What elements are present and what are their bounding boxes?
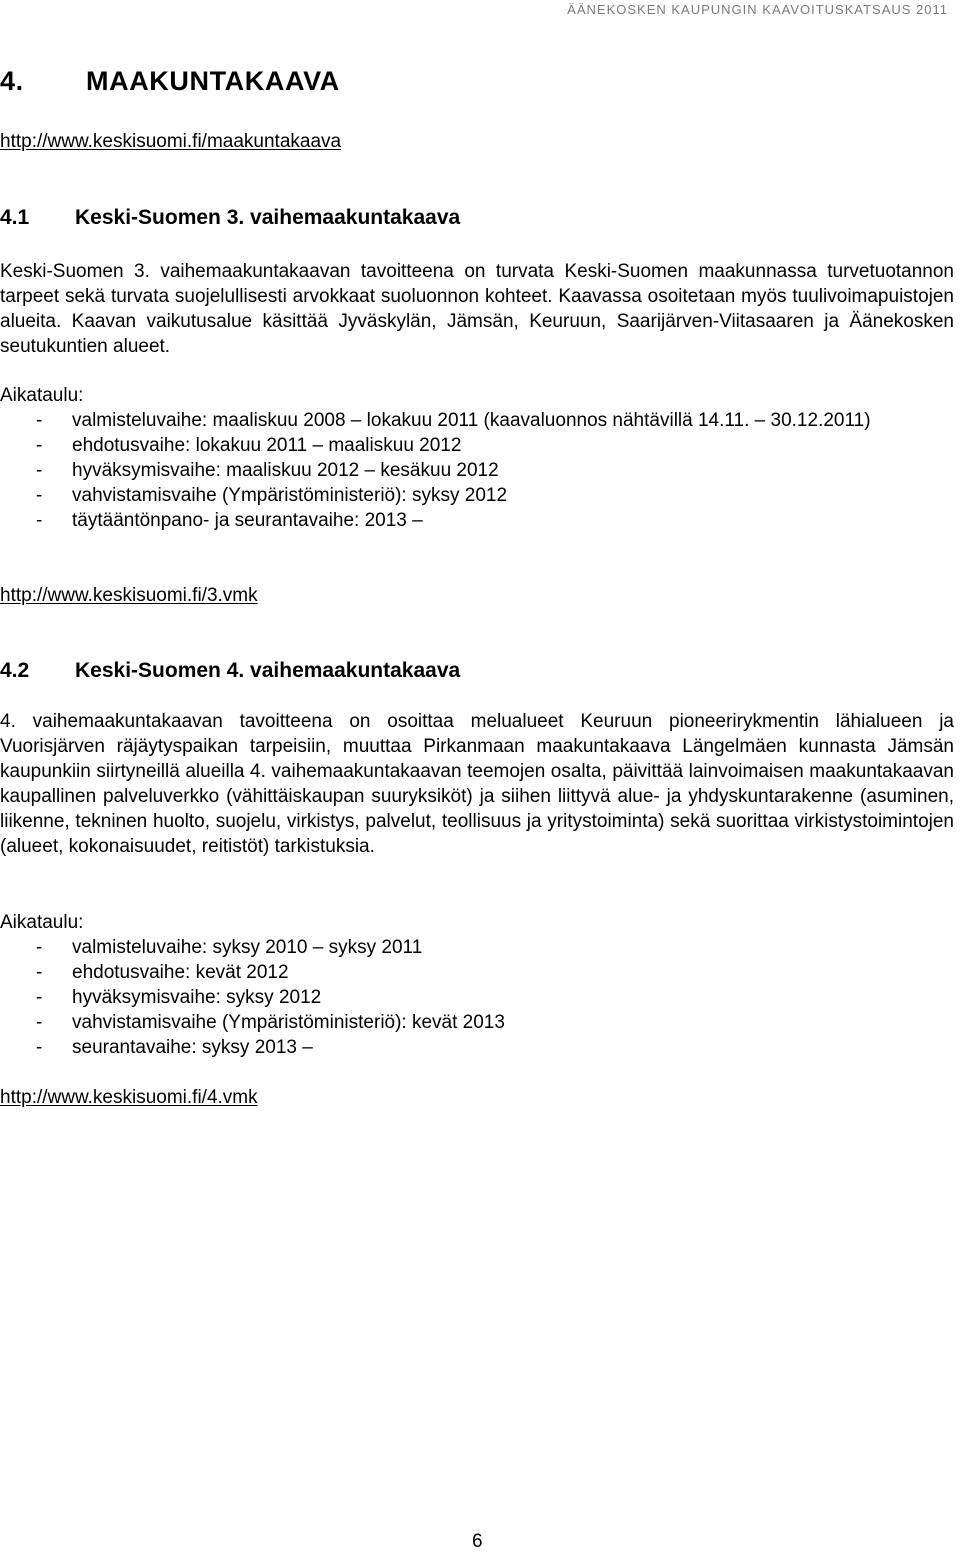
- section-4-1-heading: [0, 206, 460, 230]
- schedule-item: - hyväksymisvaihe: syksy 2012: [0, 985, 954, 1010]
- maakuntakaava-link[interactable]: http://www.keskisuomi.fi/maakuntakaava: [0, 131, 342, 152]
- section-4-1-schedule-list: [0, 408, 954, 533]
- schedule-item: - täytääntönpano- ja seurantavaihe: 2013 –: [0, 508, 954, 533]
- schedule-item: - valmisteluvaihe: syksy 2010 – syksy 2011: [0, 935, 954, 960]
- chapter-heading: [0, 66, 340, 97]
- section-4-2-schedule-list: [0, 935, 954, 1060]
- schedule-item: - valmisteluvaihe: maaliskuu 2008 – lokakuu 2011 (kaavaluonnos nähtävillä 14.11. – 30.12.2011): [0, 408, 954, 433]
- 3-vmk-link[interactable]: http://www.keskisuomi.fi/3.vmk: [0, 585, 258, 606]
- section-4-2-paragraph: 4. vaihemaakuntakaavan tavoitteena on osoittaa melualueet Keuruun pioneerirykmentin lähialueen ja Vuorisjärven räjäytyspaikan tarpeisiin, muuttaa Pirkanmaan maakuntakaava Längelmäen kunnasta Jämsän kaupunkiin siirtyneillä alueilla 4. vaihemaakuntakaavan teemojen osalta, päivittää lainvoimaisen maakuntakaavan kaupallinen palveluverkko (vähittäiskaupan suuryksiköt) ja siihen liittyvä alue- ja yhdyskuntarakenne (asuminen, liikenne, tekninen huolto, suojelu, virkistys, palvelut, teollisuus ja yritystoiminta) sekä suorittaa virkistystoimintojen (alueet, kokonaisuudet, reitistöt) tarkistuksia.: [0, 711, 954, 857]
- schedule-item: - ehdotusvaihe: kevät 2012: [0, 960, 954, 985]
- section-4-2-title: Keski-Suomen 4. vaihemaakuntakaava: [75, 659, 461, 682]
- section-4-1-number: 4.1: [0, 206, 30, 229]
- section-4-2-schedule-label: Aikataulu:: [0, 912, 84, 933]
- schedule-item: - vahvistamisvaihe (Ympäristöministeriö): syksy 2012: [0, 483, 954, 508]
- schedule-item: - vahvistamisvaihe (Ympäristöministeriö): kevät 2013: [0, 1010, 954, 1035]
- chapter-number: 4.: [0, 66, 24, 96]
- chapter-title: MAAKUNTAKAAVA: [86, 66, 340, 96]
- schedule-item: - ehdotusvaihe: lokakuu 2011 – maaliskuu 2012: [0, 433, 954, 458]
- section-4-1-schedule-label: Aikataulu:: [0, 385, 84, 406]
- section-4-1-title: Keski-Suomen 3. vaihemaakuntakaava: [75, 206, 461, 229]
- 4-vmk-link[interactable]: http://www.keskisuomi.fi/4.vmk: [0, 1087, 258, 1108]
- section-4-2-number: 4.2: [0, 659, 30, 682]
- schedule-item: - hyväksymisvaihe: maaliskuu 2012 – kesäkuu 2012: [0, 458, 954, 483]
- page-number: 6: [472, 1531, 483, 1552]
- section-4-2-heading: [0, 659, 460, 683]
- schedule-item: - seurantavaihe: syksy 2013 –: [0, 1035, 954, 1060]
- running-header: ÄÄNEKOSKEN KAUPUNGIN KAAVOITUSKATSAUS 2011: [567, 2, 948, 17]
- section-4-1-paragraph: Keski-Suomen 3. vaihemaakuntakaavan tavoitteena on turvata Keski-Suomen maakunnassa turvetuotannon tarpeet sekä turvata suojelullisesti arvokkaat suoluonnon kohteet. Kaavassa osoitetaan myös tuulivoimapuistojen alueita. Kaavan vaikutusalue käsittää Jyväskylän, Jämsän, Keuruun, Saarijärven-Viitasaaren ja Äänekosken seutukuntien alueet.: [0, 261, 954, 357]
